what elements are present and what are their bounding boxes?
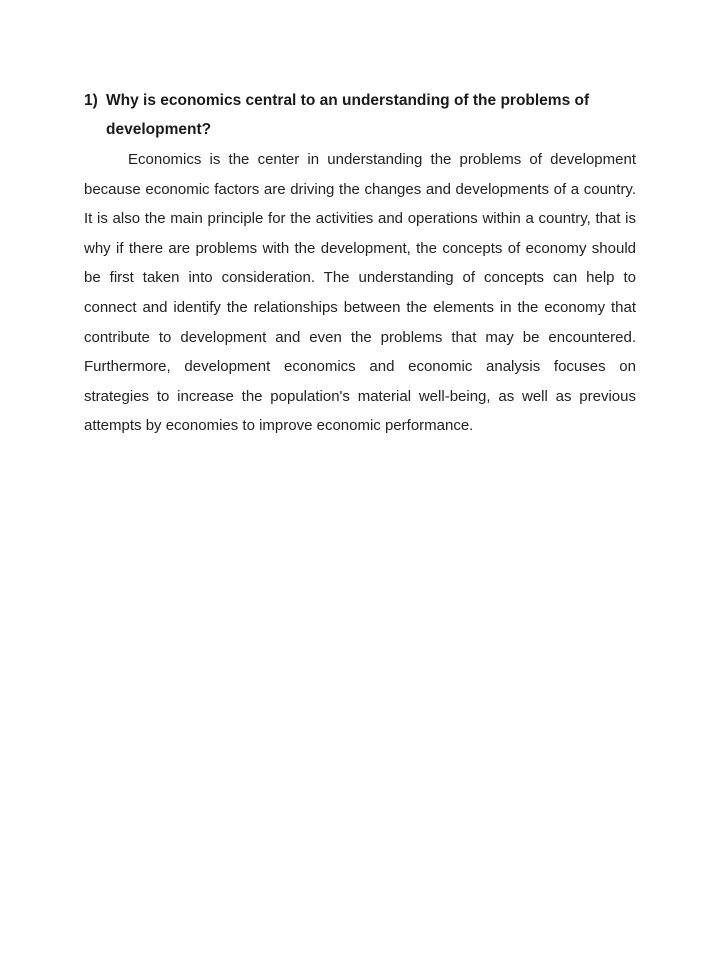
- question-heading: [84, 86, 640, 144]
- question-text-line1: Why is economics central to an understanding of the problems of: [106, 92, 590, 109]
- question-number: 1): [84, 92, 98, 109]
- answer-paragraph: Economics is the center in understanding the problems of development because economic factors are driving the changes and developments of a country. It is also the main principle for the activities and operations within a country, that is why if there are problems with the development, the concepts of economy should be first taken into consideration. The understanding of concepts can help to connect and identify the relationships between the elements in the economy that contribute to development and even the problems that may be encountered. Furthermore, development economics and economic analysis focuses on strategies to increase the population's material well-being, as well as previous attempts by economies to improve economic performance.: [84, 151, 636, 435]
- question-text-line2: development?: [106, 121, 212, 138]
